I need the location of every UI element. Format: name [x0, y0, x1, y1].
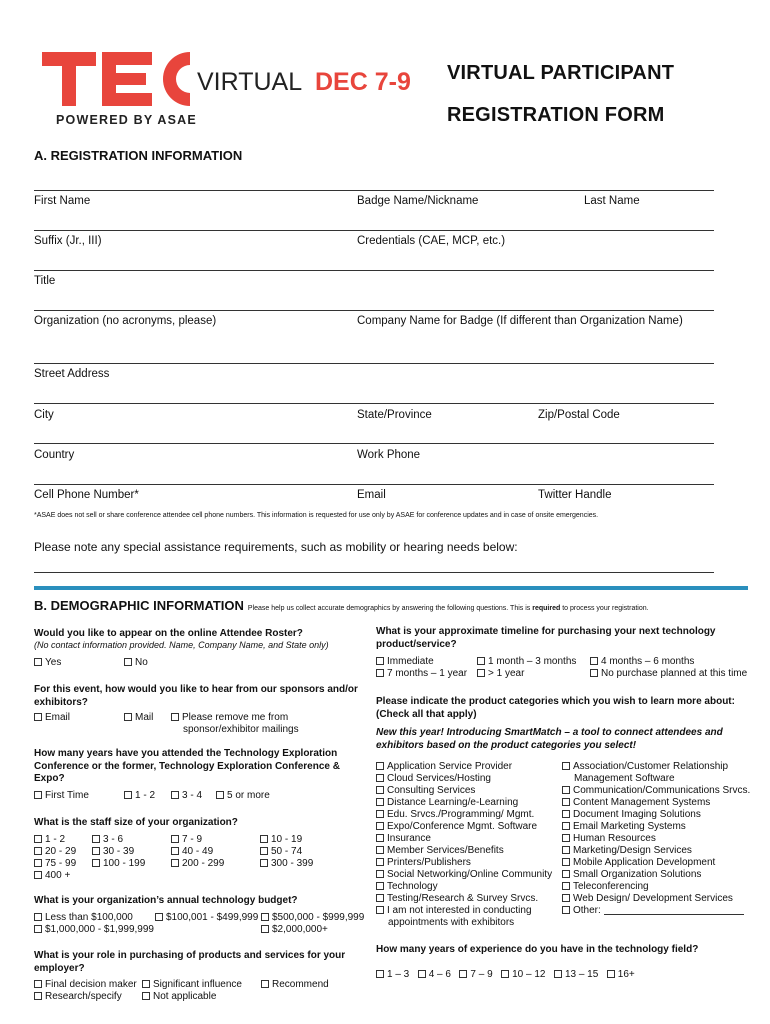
- checkbox-icon: [562, 894, 570, 902]
- category-option[interactable]: Technology: [376, 881, 561, 893]
- checkbox-icon: [590, 669, 598, 677]
- tec-logo: [40, 48, 420, 128]
- checkbox-icon: [459, 970, 467, 978]
- checkbox-icon: [92, 859, 100, 867]
- last-name-label: Last Name: [584, 195, 640, 207]
- checkbox-icon: [562, 858, 570, 866]
- category-option[interactable]: Testing/Research & Survey Srvcs.: [376, 893, 561, 905]
- staff-option[interactable]: 50 - 74: [260, 846, 302, 858]
- logo-powered: POWERED BY ASAE: [56, 113, 197, 127]
- street-label: Street Address: [34, 368, 110, 380]
- role-option[interactable]: Final decision maker: [34, 979, 137, 991]
- category-option[interactable]: Edu. Srvcs./Programming/ Mgmt.: [376, 809, 561, 821]
- checkbox-icon: [171, 835, 179, 843]
- years-first-time[interactable]: First Time: [34, 790, 89, 802]
- staff-option[interactable]: 40 - 49: [171, 846, 213, 858]
- roster-question: Would you like to appear on the online Attendee Roster?: [34, 628, 303, 639]
- organization-label: Organization (no acronyms, please): [34, 315, 217, 327]
- timeline-option[interactable]: 1 month – 3 months: [477, 656, 576, 668]
- category-option[interactable]: Web Design/ Development Services: [562, 893, 754, 905]
- checkbox-icon: [171, 791, 179, 799]
- badge-name-label: Badge Name/Nickname: [357, 195, 479, 207]
- category-option[interactable]: Email Marketing Systems: [562, 821, 754, 833]
- checkbox-icon: [376, 870, 384, 878]
- categories-left: [376, 761, 561, 929]
- checkbox-icon: [376, 798, 384, 806]
- category-option[interactable]: Printers/Publishers: [376, 857, 561, 869]
- cell-line[interactable]: [34, 484, 714, 485]
- checkbox-icon: [34, 992, 42, 1000]
- experience-option[interactable]: 1 – 3: [376, 969, 409, 980]
- staff-option[interactable]: 75 - 99: [34, 858, 76, 870]
- checkbox-icon: [34, 980, 42, 988]
- section-b-title: B. DEMOGRAPHIC INFORMATION: [34, 598, 244, 613]
- experience-question: How many years of experience do you have in the technology field?: [376, 944, 699, 955]
- checkbox-icon: [376, 810, 384, 818]
- years-attended-question: How many years have you attended the Technology Exploration Conference or the former, Technology Exploration Conference & Expo?: [34, 748, 340, 784]
- checkbox-icon: [155, 913, 163, 921]
- category-option[interactable]: Content Management Systems: [562, 797, 754, 809]
- checkbox-icon: [376, 834, 384, 842]
- checkbox-icon: [34, 925, 42, 933]
- checkbox-icon: [376, 970, 384, 978]
- category-other[interactable]: Other:: [562, 905, 754, 917]
- experience-option[interactable]: 7 – 9: [459, 969, 492, 980]
- twitter-label: Twitter Handle: [538, 489, 612, 501]
- checkbox-icon: [562, 798, 570, 806]
- staff-question: What is the staff size of your organization?: [34, 817, 238, 828]
- checkbox-icon: [260, 859, 268, 867]
- budget-option[interactable]: Less than $100,000: [34, 912, 133, 924]
- timeline-option[interactable]: 7 months – 1 year: [376, 668, 467, 680]
- special-assistance-line[interactable]: [34, 572, 714, 573]
- hear-email[interactable]: Email: [34, 712, 70, 724]
- category-option[interactable]: Cloud Services/Hosting: [376, 773, 561, 785]
- checkbox-icon: [376, 774, 384, 782]
- checkbox-icon: [376, 894, 384, 902]
- category-option[interactable]: Application Service Provider: [376, 761, 561, 773]
- section-b-heading: [34, 598, 649, 613]
- smartmatch-note: New this year! Introducing SmartMatch – a tool to connect attendees and exhibitors based on the product categories you select!: [376, 727, 723, 751]
- organization-line[interactable]: [34, 310, 714, 311]
- checkbox-icon: [590, 657, 598, 665]
- staff-option[interactable]: 300 - 399: [260, 858, 313, 870]
- hear-remove[interactable]: Please remove me from sponsor/exhibitor mailings: [171, 712, 361, 736]
- checkbox-icon: [34, 847, 42, 855]
- category-option[interactable]: Association/Customer Relationship Management Software: [562, 761, 752, 785]
- checkbox-icon: [376, 669, 384, 677]
- budget-option[interactable]: $2,000,000+: [261, 924, 328, 936]
- title-label: Title: [34, 275, 56, 287]
- checkbox-icon: [376, 822, 384, 830]
- checkbox-icon: [562, 834, 570, 842]
- checkbox-icon: [562, 846, 570, 854]
- staff-option[interactable]: 1 - 2: [34, 834, 65, 846]
- checkbox-icon: [124, 791, 132, 799]
- first-name-label: First Name: [34, 195, 91, 207]
- checkbox-icon: [376, 882, 384, 890]
- zip-label: Zip/Postal Code: [538, 409, 620, 421]
- category-option[interactable]: I am not interested in conducting appointments with exhibitors: [376, 905, 551, 929]
- staff-option[interactable]: 30 - 39: [92, 846, 134, 858]
- years-1-2[interactable]: 1 - 2: [124, 790, 155, 802]
- category-option[interactable]: Mobile Application Development: [562, 857, 754, 869]
- years-5-more[interactable]: 5 or more: [216, 790, 270, 802]
- city-line[interactable]: [34, 403, 714, 404]
- credentials-label: Credentials (CAE, MCP, etc.): [357, 235, 506, 247]
- checkbox-icon: [34, 871, 42, 879]
- staff-option[interactable]: 7 - 9: [171, 834, 202, 846]
- checkbox-icon: [34, 859, 42, 867]
- category-option[interactable]: Document Imaging Solutions: [562, 809, 754, 821]
- checkbox-icon: [562, 882, 570, 890]
- category-option[interactable]: Social Networking/Online Community: [376, 869, 561, 881]
- experience-option[interactable]: 4 – 6: [418, 969, 451, 980]
- role-option[interactable]: Significant influence: [142, 979, 242, 991]
- staff-option[interactable]: 20 - 29: [34, 846, 76, 858]
- checkbox-icon: [418, 970, 426, 978]
- checkbox-icon: [562, 822, 570, 830]
- checkbox-icon: [261, 980, 269, 988]
- cell-footnote: *ASAE does not sell or share conference attendee cell phone numbers. This information is requested for use only by ASAE for conference updates and in case of onsite emergencies.: [34, 512, 599, 519]
- country-line[interactable]: [34, 443, 714, 444]
- checkbox-icon: [171, 847, 179, 855]
- timeline-option[interactable]: No purchase planned at this time: [590, 668, 747, 680]
- checkbox-icon: [124, 713, 132, 721]
- timeline-option[interactable]: Immediate: [376, 656, 434, 668]
- role-option[interactable]: Not applicable: [142, 991, 216, 1003]
- checkbox-icon: [92, 847, 100, 855]
- checkbox-icon: [142, 980, 150, 988]
- other-input-line[interactable]: [604, 906, 744, 915]
- checkbox-icon: [376, 846, 384, 854]
- section-divider: [34, 586, 748, 590]
- roster-yes[interactable]: Yes: [34, 657, 61, 669]
- experience-option[interactable]: 13 – 15: [554, 969, 598, 980]
- form-title-line1: VIRTUAL PARTICIPANT: [447, 62, 675, 84]
- country-label: Country: [34, 449, 75, 461]
- checkbox-icon: [376, 762, 384, 770]
- category-option[interactable]: Teleconferencing: [562, 881, 754, 893]
- hear-mail[interactable]: Mail: [124, 712, 153, 724]
- category-option[interactable]: Communication/Communications Srvcs.: [562, 785, 754, 797]
- checkbox-icon: [34, 791, 42, 799]
- budget-option[interactable]: $500,000 - $999,999: [261, 912, 364, 924]
- budget-option[interactable]: $1,000,000 - $1,999,999: [34, 924, 154, 936]
- category-option[interactable]: Distance Learning/e-Learning: [376, 797, 561, 809]
- checkbox-icon: [260, 835, 268, 843]
- checkbox-icon: [376, 906, 384, 914]
- roster-sub: (No contact information provided. Name, Company Name, and State only): [34, 640, 329, 650]
- checkbox-icon: [261, 913, 269, 921]
- section-b-help: Please help us collect accurate demographics by answering the following questions. This is required to process your registration.: [247, 605, 649, 612]
- role-option[interactable]: Research/specify: [34, 991, 122, 1003]
- form-title: [447, 52, 674, 136]
- staff-option[interactable]: 100 - 199: [92, 858, 145, 870]
- checkbox-icon: [142, 992, 150, 1000]
- checkbox-icon: [501, 970, 509, 978]
- city-label: City: [34, 409, 54, 421]
- checkbox-icon: [124, 658, 132, 666]
- form-title-line2: REGISTRATION FORM: [447, 104, 665, 126]
- checkbox-icon: [376, 657, 384, 665]
- suffix-line[interactable]: [34, 230, 714, 231]
- suffix-label: Suffix (Jr., III): [34, 235, 102, 247]
- experience-options: [376, 964, 635, 982]
- category-option[interactable]: Member Services/Benefits: [376, 845, 561, 857]
- checkbox-icon: [562, 870, 570, 878]
- checkbox-icon: [562, 786, 570, 794]
- experience-option[interactable]: 10 – 12: [501, 969, 545, 980]
- staff-option[interactable]: 10 - 19: [260, 834, 302, 846]
- experience-option[interactable]: 16+: [607, 969, 635, 980]
- role-option[interactable]: Recommend: [261, 979, 329, 991]
- checkbox-icon: [92, 835, 100, 843]
- checkbox-icon: [562, 762, 570, 770]
- timeline-question: What is your approximate timeline for purchasing your next technology product/service?: [376, 626, 716, 650]
- checkbox-icon: [34, 835, 42, 843]
- checkbox-icon: [477, 669, 485, 677]
- roster-no[interactable]: No: [124, 657, 148, 669]
- special-assistance-note: Please note any special assistance requirements, such as mobility or hearing needs below:: [34, 540, 518, 554]
- hear-question: For this event, how would you like to hear from our sponsors and/or exhibitors?: [34, 684, 358, 708]
- checkbox-icon: [34, 713, 42, 721]
- category-option[interactable]: Insurance: [376, 833, 561, 845]
- role-question: What is your role in purchasing of products and services for your employer?: [34, 950, 346, 974]
- category-option[interactable]: Marketing/Design Services: [562, 845, 754, 857]
- categories-right: [562, 761, 754, 917]
- checkbox-icon: [376, 858, 384, 866]
- street-line[interactable]: [34, 363, 714, 364]
- checkbox-icon: [554, 970, 562, 978]
- checkbox-icon: [171, 713, 179, 721]
- checkbox-icon: [216, 791, 224, 799]
- staff-option[interactable]: 400 +: [34, 870, 70, 882]
- checkbox-icon: [562, 906, 570, 914]
- name-line[interactable]: [34, 190, 714, 191]
- section-a-heading: A. REGISTRATION INFORMATION: [34, 148, 243, 163]
- checkbox-icon: [607, 970, 615, 978]
- checkbox-icon: [34, 913, 42, 921]
- category-option[interactable]: Small Organization Solutions: [562, 869, 754, 881]
- state-label: State/Province: [357, 409, 432, 421]
- cell-phone-label: Cell Phone Number*: [34, 489, 139, 501]
- logo-dates: DEC 7-9: [315, 68, 411, 96]
- email-label: Email: [357, 489, 386, 501]
- categories-question: Please indicate the product categories which you wish to learn more about: (Check all that apply): [376, 696, 735, 720]
- checkbox-icon: [34, 658, 42, 666]
- checkbox-icon: [477, 657, 485, 665]
- staff-option[interactable]: 200 - 299: [171, 858, 224, 870]
- checkbox-icon: [171, 859, 179, 867]
- budget-option[interactable]: $100,001 - $499,999: [155, 912, 258, 924]
- timeline-option[interactable]: > 1 year: [477, 668, 524, 680]
- category-option[interactable]: Expo/Conference Mgmt. Software: [376, 821, 561, 833]
- tec-letters: [42, 52, 190, 106]
- category-option[interactable]: Consulting Services: [376, 785, 561, 797]
- checkbox-icon: [562, 810, 570, 818]
- checkbox-icon: [376, 786, 384, 794]
- title-line[interactable]: [34, 270, 714, 271]
- checkbox-icon: [260, 847, 268, 855]
- logo-virtual: VIRTUAL: [197, 68, 303, 96]
- timeline-option[interactable]: 4 months – 6 months: [590, 656, 694, 668]
- category-option[interactable]: Human Resources: [562, 833, 754, 845]
- staff-option[interactable]: 3 - 6: [92, 834, 123, 846]
- budget-question: What is your organization’s annual technology budget?: [34, 895, 298, 906]
- years-3-4[interactable]: 3 - 4: [171, 790, 202, 802]
- checkbox-icon: [261, 925, 269, 933]
- company-badge-label: Company Name for Badge (If different than Organization Name): [357, 315, 683, 327]
- work-phone-label: Work Phone: [357, 449, 421, 461]
